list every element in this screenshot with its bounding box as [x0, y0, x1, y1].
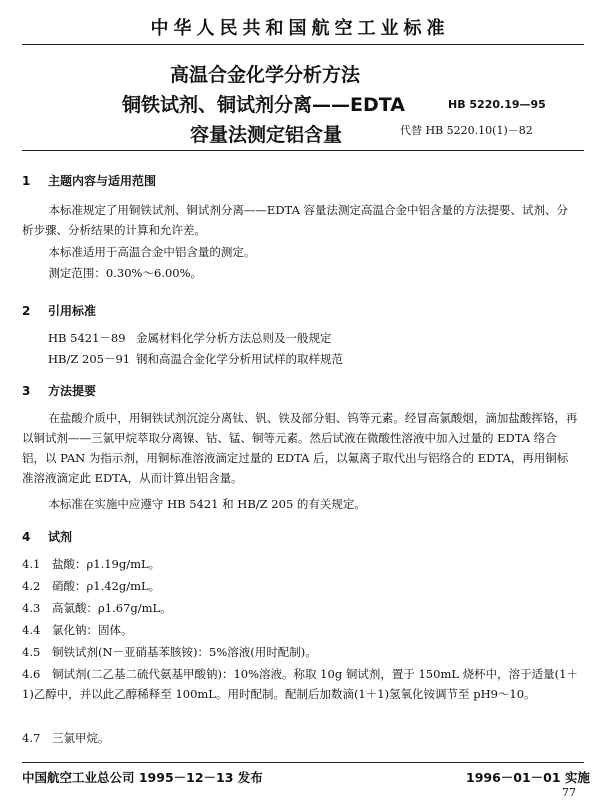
section-title: 引用标准 — [48, 304, 97, 318]
section-title: 方法提要 — [48, 384, 97, 398]
item-number: 4.4 — [22, 623, 41, 637]
section-3-heading — [22, 382, 96, 399]
reagent-item — [22, 578, 160, 594]
replaced-standard: 代替 HB 5220.10(1)－82 — [400, 124, 533, 137]
item-number: 4.6 — [22, 667, 41, 681]
reagent-item — [22, 664, 578, 704]
section-1-paragraph-1: 本标准规定了用铜铁试剂、铜试剂分离——EDTA 容量法测定高温合金中铝含量的方法提要、试剂、分析步骤、分析结果的计算和允许差。 — [22, 203, 569, 237]
section-2-heading — [22, 302, 96, 319]
item-number: 4.7 — [22, 731, 41, 745]
reference-item — [48, 330, 332, 346]
title-line-1: 高温合金化学分析方法 — [170, 64, 361, 86]
section-title: 试剂 — [48, 530, 73, 544]
reference-code: HB/Z 205－91 — [48, 352, 131, 366]
issuing-org-header: 中华人民共和国航空工业标准 — [150, 18, 450, 39]
reagent-item — [22, 730, 110, 746]
section-number: 1 — [22, 174, 31, 188]
reagent-item — [22, 622, 133, 638]
section-3-paragraph-2: 本标准在实施中应遵守 HB 5421 和 HB/Z 205 的有关规定。 — [48, 497, 366, 511]
item-text: 铜铁试剂(N－亚硝基苯胲铵)：5%溶液(用时配制)。 — [52, 645, 317, 659]
header-rule — [22, 44, 584, 45]
section-1-heading — [22, 172, 156, 189]
standard-number: HB 5220.19—95 — [448, 98, 546, 111]
effective-date: 1996－01－01 实施 — [466, 770, 590, 785]
section-1-paragraph-2: 本标准适用于高温合金中铝含量的测定。 — [48, 245, 256, 259]
item-number: 4.2 — [22, 579, 41, 593]
item-number: 4.5 — [22, 645, 41, 659]
title-line-2: 铜铁试剂、铜试剂分离——EDTA — [122, 94, 405, 116]
section-3-paragraph-1: 在盐酸介质中，用铜铁试剂沉淀分离钛、钒、铁及部分钼、钨等元素。经冒高氯酸烟，滴加盐酸挥铬，再以铜试剂——三氯甲烷萃取分离镍、钴、锰、铜等元素。然后试液在微酸性溶液中加入过量的 EDTA 络合铝，以 PAN 为指示剂，用铜标准溶液滴定过量的 EDTA 后，以氟离子取代出与铝络合的 EDTA，再用铜标准溶液滴定此 EDTA，从而计算出铝含量。 — [22, 411, 578, 485]
reference-title: 金属材料化学分析方法总则及一般规定 — [136, 331, 332, 345]
item-text: 铜试剂(二乙基二硫代氨基甲酸钠)：10%溶液。称取 10g 铜试剂，置于 150mL 烧杯中，溶于适量(1＋1)乙醇中，并以此乙醇稀释至 100mL。用时配制。配制后加数滴(1＋1)氢氧化铵调节至 pH9～10。 — [22, 667, 578, 701]
item-number: 4.1 — [22, 557, 41, 571]
section-title: 主题内容与适用范围 — [48, 174, 157, 188]
title-line-3: 容量法测定铝含量 — [190, 124, 343, 146]
title-rule — [22, 150, 584, 151]
section-number: 2 — [22, 304, 31, 318]
item-text: 氯化钠：固体。 — [52, 623, 133, 637]
item-text: 硝酸：ρ1.42g/mL。 — [52, 579, 161, 593]
footer-rule — [22, 762, 584, 763]
section-1-range: 测定范围：0.30%～6.00%。 — [48, 266, 203, 280]
page-number: 77 — [562, 786, 576, 799]
item-text: 三氯甲烷。 — [52, 731, 110, 745]
item-number: 4.3 — [22, 601, 41, 615]
section-number: 3 — [22, 384, 31, 398]
section-4-heading — [22, 528, 72, 545]
issue-date: 中国航空工业总公司 1995－12－13 发布 — [22, 770, 263, 785]
item-text: 盐酸：ρ1.19g/mL。 — [52, 557, 161, 571]
item-text: 高氯酸：ρ1.67g/mL。 — [52, 601, 172, 615]
reagent-item — [22, 600, 172, 616]
reagent-item — [22, 556, 160, 572]
reference-code: HB 5421－89 — [48, 331, 126, 345]
reference-item — [48, 351, 343, 367]
reference-title: 钢和高温合金化学分析用试样的取样规范 — [136, 352, 343, 366]
section-number: 4 — [22, 530, 31, 544]
reagent-item — [22, 644, 317, 660]
